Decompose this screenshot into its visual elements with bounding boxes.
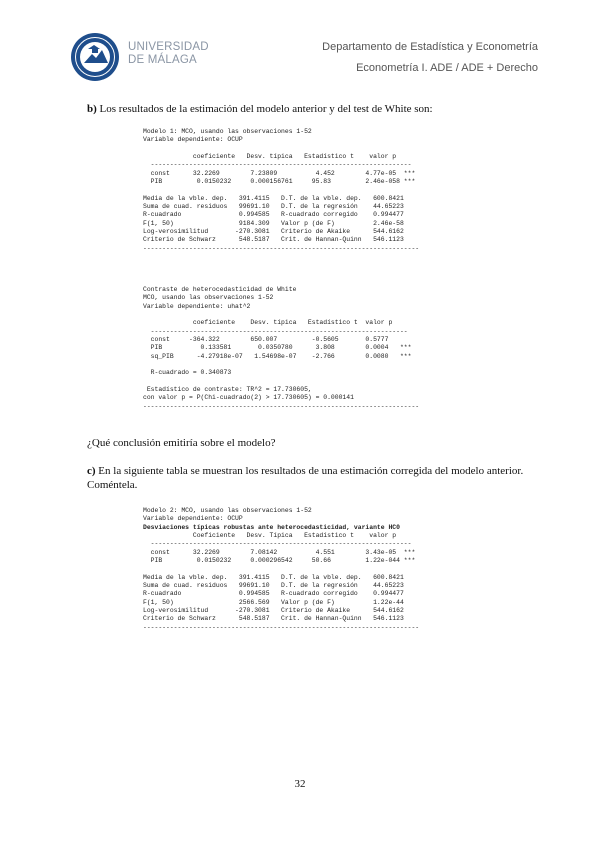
header-right	[322, 37, 538, 79]
section-b-text: Los resultados de la estimación del modelo anterior y del test de White son:	[99, 103, 433, 115]
model1-output: Modelo 1: MCO, usando las observaciones 1-52 Variable dependiente: OCUP coeficiente Desv. típica Estadístico t valor p -------------------------------------------------------------------- const 32.2269 7.23809 4.452 4.77e-05 *** PIB 0.0150232 0.000156761 95.83 2.46e-058 *** Media de la vble. dep. 391.4115 D.T. de la vble. dep. 600.8421 Suma de cuad. residuos 99691.10 D.T. de la regresión 44.65223 R-cuadrado 0.994585 R-cuadrado corregido 0.994477 F(1, 50) 9184.309 Valor p (de F) 2.46e-58 Log-verosimilitud -270.3081 Criterio de Akaike 544.6162 Criterio de Schwarz 548.5187 Crit. de Hannan-Quinn 546.1123 ------------------------------------------------------------------------	[143, 128, 420, 252]
section-b-paragraph	[87, 102, 527, 116]
page-number: 32	[294, 778, 306, 790]
university-name	[128, 41, 209, 67]
model2-output	[143, 507, 419, 632]
white-test-output: Contraste de heterocedasticidad de White MCO, usando las observaciones 1-52 Variable dependiente: uhat^2 coeficiente Desv. típica Estadístico t valor p ------------------------------------------------------------------- const -364.322 650.007 -0.5605 0.5777 PIB 0.133581 0.0350780 3.808 0.0004 *** sq_PIB -4.27918e-07 1.54698e-07 -2.766 0.0080 *** R-cuadrado = 0.340873 Estadístico de contraste: TR^2 = 17.730605, con valor p = P(Chi-cuadrado(2) > 17.730605) = 0.000141 ------------------------------------------------------------------------	[143, 286, 420, 410]
question-paragraph	[87, 436, 527, 450]
section-c-letter: c)	[87, 465, 96, 477]
model2-robust-note: Desviaciones típicas robustas ante heterocedasticidad, variante HC0	[143, 523, 400, 531]
university-name-line1: UNIVERSIDAD	[128, 41, 209, 53]
model2-header: Modelo 2: MCO, usando las observaciones 1-52 Variable dependiente: OCUP	[143, 507, 312, 523]
question-text: ¿Qué conclusión emitiría sobre el modelo?	[87, 437, 276, 449]
section-c-paragraph	[87, 464, 527, 492]
page-header	[0, 0, 600, 90]
model2-body: Coeficiente Desv. Típica Estadístico t valor p -------------------------------------------------------------------- const 32.2269 7.08142 4.551 3.43e-05 *** PIB 0.0150232 0.000296542 50.66 1.22e-044 *** Media de la vble. dep. 391.4115 D.T. de la vble. dep. 600.8421 Suma de cuad. residuos 99691.10 D.T. de la regresión 44.65223 R-cuadrado 0.994585 R-cuadrado corregido 0.994477 F(1, 50) 2566.569 Valor p (de F) 1.22e-44 Log-verosimilitud -270.3081 Criterio de Akaike 544.6162 Criterio de Schwarz 548.5187 Crit. de Hannan-Quinn 546.1123 ------------------------------------------------------------------------	[143, 532, 420, 631]
university-name-line2: DE MÁLAGA	[128, 54, 197, 66]
department-name: Departamento de Estadística y Econometría	[322, 41, 538, 53]
course-name: Econometría I. ADE / ADE + Derecho	[356, 62, 538, 74]
section-c-text: En la siguiente tabla se muestran los resultados de una estimación corregida del modelo anterior. Coméntela.	[87, 465, 524, 491]
university-seal-icon	[70, 32, 120, 82]
section-b-letter: b)	[87, 103, 97, 115]
